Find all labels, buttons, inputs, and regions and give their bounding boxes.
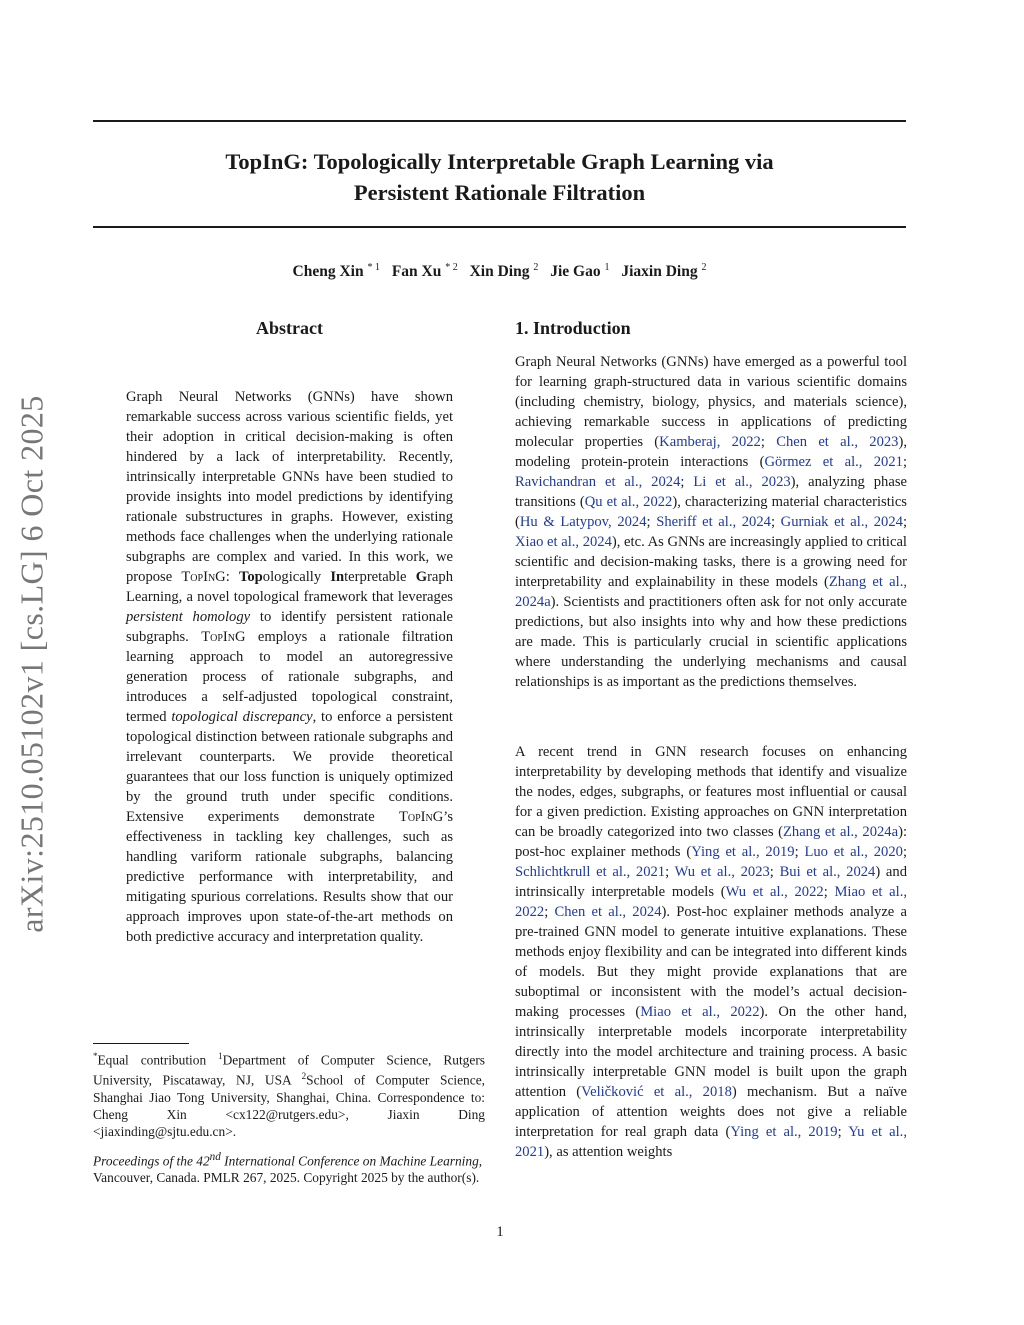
author — [621, 263, 706, 280]
title-line-2: Persistent Rationale Filtration — [353, 180, 646, 205]
author-affiliation: 2 — [701, 262, 707, 273]
footnote-text: Department of Computer Science, Rutgers University, Piscataway, NJ, USA — [93, 1052, 485, 1088]
abstract-text: : — [225, 569, 239, 585]
citation-link[interactable]: Sheriff et al., 2024 — [656, 514, 771, 530]
top-rule — [93, 120, 906, 122]
author — [293, 263, 380, 280]
citation-link[interactable]: Gurniak et al., 2024 — [780, 514, 903, 530]
body-text: ; — [902, 514, 908, 530]
author-affiliation: * 2 — [445, 262, 458, 273]
citation-link[interactable]: Qu et al., 2022 — [584, 494, 673, 510]
author-name: Jiaxin Ding — [621, 263, 698, 281]
proceedings-ordinal: nd — [209, 1151, 221, 1163]
method-name: TopInG — [181, 569, 226, 585]
citation-link[interactable]: Ying et al., 2019 — [730, 1124, 838, 1140]
body-text: ), modeling protein-protein interactions ( — [515, 434, 907, 470]
citation-link[interactable]: Li et al., 2023 — [693, 474, 791, 490]
body-text: ; — [837, 1124, 849, 1140]
body-text: Graph Neural Networks (GNNs) have emerged as a powerful tool for learning graph-structured data in various scientific domains (including chemistry, biology, physics, and materials science), achieving remarkable success in applications of predicting molecular properties ( — [515, 354, 907, 450]
author-list — [93, 262, 906, 281]
affiliation-footnote — [93, 1048, 485, 1140]
abstract-text: Graph Neural Networks (GNNs) have shown remarkable success across various scientific fields, yet their adoption in critical decision-making is often hindered by a lack of interpretability. Recently, intrinsically interpretable GNNs have been studied to provide insights into model predictions by identifying rationale substructures in graphs. However, existing methods face challenges when the underlying rationale subgraphs are complex and varied. In this work, we propose — [126, 389, 453, 585]
acronym-letter: Top — [238, 569, 263, 585]
citation-link[interactable]: Ying et al., 2019 — [691, 844, 795, 860]
introduction-heading: 1. Introduction — [515, 318, 631, 338]
author — [470, 263, 539, 280]
title-line-1: TopInG: Topologically Interpretable Graph Learning via — [225, 149, 774, 174]
proceedings-text: , Vancouver, Canada. PMLR 267, 2025. Copyright 2025 by the author(s). — [93, 1153, 483, 1186]
abstract-text: employs a rationale filtration learning approach to model an autoregressive generation process of rationale subgraphs, and introduces a self-adjusted topological constraint, termed — [126, 629, 453, 725]
citation-link[interactable]: Zhang et al., 2024a — [515, 574, 907, 610]
body-text: ; — [770, 514, 781, 530]
citation-link[interactable]: Bui et al., 2024 — [779, 864, 876, 880]
emphasis-term: persistent homology — [126, 609, 251, 625]
body-text: ): post-hoc explainer methods ( — [515, 824, 907, 860]
body-text: ; — [902, 454, 908, 470]
citation-link[interactable]: Kamberaj, 2022 — [659, 434, 761, 450]
citation-link[interactable]: Miao et al., 2022 — [640, 1004, 760, 1020]
emphasis-term: topological discrepancy — [171, 709, 313, 725]
body-text: ; — [665, 864, 675, 880]
arxiv-stamp: arXiv:2510.05102v1 [cs.LG] 6 Oct 2025 — [13, 395, 50, 933]
body-text: ; — [544, 904, 555, 920]
citation-link[interactable]: Xiao et al., 2024 — [515, 534, 612, 550]
footnote-mark: 1 — [218, 1051, 223, 1061]
author-name: Cheng Xin — [292, 263, 364, 281]
citation-link[interactable]: Zhang et al., 2024a — [782, 824, 899, 840]
intro-paragraph-2 — [515, 742, 907, 1162]
abstract-text: ’s effectiveness in tackling key challenges, such as handling variform rationale subgraphs, balancing predictive performance with interpretability, and mitigating spurious correlations. Results show that our approach improves upon state-of-the-art methods on both predictive accuracy and interpretation quality. — [126, 809, 453, 945]
body-text: ) mechanism. But a naïve application of attention weights does not give a reliable interpretation for real graph data ( — [515, 1084, 907, 1140]
body-text: ; — [794, 844, 805, 860]
body-text: ; — [902, 844, 907, 860]
body-text: ; — [680, 474, 694, 490]
proceedings-note — [93, 1149, 485, 1186]
bottom-title-rule — [93, 226, 906, 228]
footnote-text: School of Computer Science, Shanghai Jiao Tong University, Shanghai, China. Correspondence to: Cheng Xin <cx122@rutgers.edu>, Jiaxin Ding <jiaxinding@sjtu.edu.cn>. — [93, 1072, 485, 1139]
citation-link[interactable]: Chen et al., 2023 — [776, 434, 899, 450]
body-text: ; — [760, 434, 777, 450]
author-affiliation: 1 — [604, 262, 610, 273]
body-text: ). On the other hand, intrinsically interpretable models incorporate interpretability directly into the model architecture and training process. A basic intrinsically interpretable GNN model is built upon the graph attention ( — [515, 1004, 907, 1100]
body-text: ), characterizing material characteristics ( — [515, 494, 907, 530]
body-text: ; — [769, 864, 780, 880]
citation-link[interactable]: Schlichtkrull et al., 2021 — [515, 864, 666, 880]
body-text: ), as attention weights — [544, 1144, 673, 1160]
citation-link[interactable]: Veličković et al., 2018 — [581, 1084, 732, 1100]
citation-link[interactable]: Miao et al., 2022 — [515, 884, 907, 920]
abstract-text: to identify persistent rationale subgraphs. — [126, 609, 453, 645]
intro-paragraph-1 — [515, 352, 907, 692]
body-text: A recent trend in GNN research focuses on enhancing interpretability by developing methods that identify and visualize the nodes, edges, subgraphs, or features most influential or causal for a given prediction. Existing approaches on GNN interpretation can be broadly categorized into two classes ( — [515, 744, 907, 840]
abstract-text: terpretable — [344, 569, 416, 585]
body-text: ). Scientists and practitioners often ask for not only accurate predictions, but also insights into why and how these predictions are made. This is particularly crucial in scientific applications where understanding the underlying mechanisms and causal relationships is as important as the predictions themselves. — [515, 594, 907, 690]
body-text: ), etc. As GNNs are increasingly applied to critical scientific and decision-making tasks, there is a growing need for interpretability and explainability in these models ( — [515, 534, 907, 590]
paper-title — [93, 146, 906, 208]
abstract-text: ologically — [262, 569, 331, 585]
citation-link[interactable]: Görmez et al., 2021 — [764, 454, 903, 470]
abstract-text: raph Learning, a novel topological framework that leverages — [126, 569, 453, 605]
method-name: TopInG — [201, 629, 246, 645]
author-name: Fan Xu — [391, 263, 442, 281]
citation-link[interactable]: Chen et al., 2024 — [554, 904, 662, 920]
author-affiliation: * 1 — [367, 262, 380, 273]
method-name: TopInG — [398, 809, 444, 825]
abstract-body — [126, 387, 453, 947]
citation-link[interactable]: Wu et al., 2022 — [725, 884, 824, 900]
citation-link[interactable]: Yu et al., 2021 — [515, 1124, 907, 1160]
citation-link[interactable]: Ravichandran et al., 2024 — [515, 474, 681, 490]
body-text: ). Post-hoc explainer methods analyze a pre-trained GNN model to generate intuitive explanations. These methods enjoy flexibility and can be integrated into different kinds of models. But they might provide explanations that are suboptimal or inconsistent with the model’s actual decision-making processes ( — [515, 904, 907, 1020]
footnote-mark: * — [93, 1051, 98, 1061]
author — [550, 263, 609, 280]
page-number: 1 — [496, 1224, 504, 1240]
citation-link[interactable]: Hu & Latypov, 2024 — [519, 514, 647, 530]
author-name: Xin Ding — [469, 263, 530, 281]
body-text: ; — [823, 884, 835, 900]
body-text: ), analyzing phase transitions ( — [515, 474, 907, 510]
footnote-rule — [93, 1043, 189, 1044]
author-affiliation: 2 — [533, 262, 539, 273]
proceedings-text: Proceedings of the 42 — [93, 1153, 210, 1169]
proceedings-text: International Conference on Machine Learning — [220, 1153, 479, 1169]
acronym-letter: G — [415, 569, 428, 585]
abstract-heading: Abstract — [256, 318, 323, 338]
footnote-text: Equal contribution — [97, 1052, 219, 1068]
footnote-mark: 2 — [301, 1071, 307, 1082]
body-text: ) and intrinsically interpretable models ( — [515, 864, 908, 900]
body-text: ; — [646, 514, 657, 530]
citation-link[interactable]: Luo et al., 2020 — [804, 844, 903, 860]
acronym-letter: In — [330, 569, 345, 585]
author-name: Jie Gao — [550, 263, 601, 281]
citation-link[interactable]: Wu et al., 2023 — [674, 864, 770, 880]
abstract-text: , to enforce a persistent topological distinction between rationale subgraphs and irrelevant counterparts. We provide theoretical guarantees that our loss function is uniquely optimized by the ground truth under specific conditions. Extensive experiments demonstrate — [126, 709, 453, 825]
author — [392, 263, 458, 280]
